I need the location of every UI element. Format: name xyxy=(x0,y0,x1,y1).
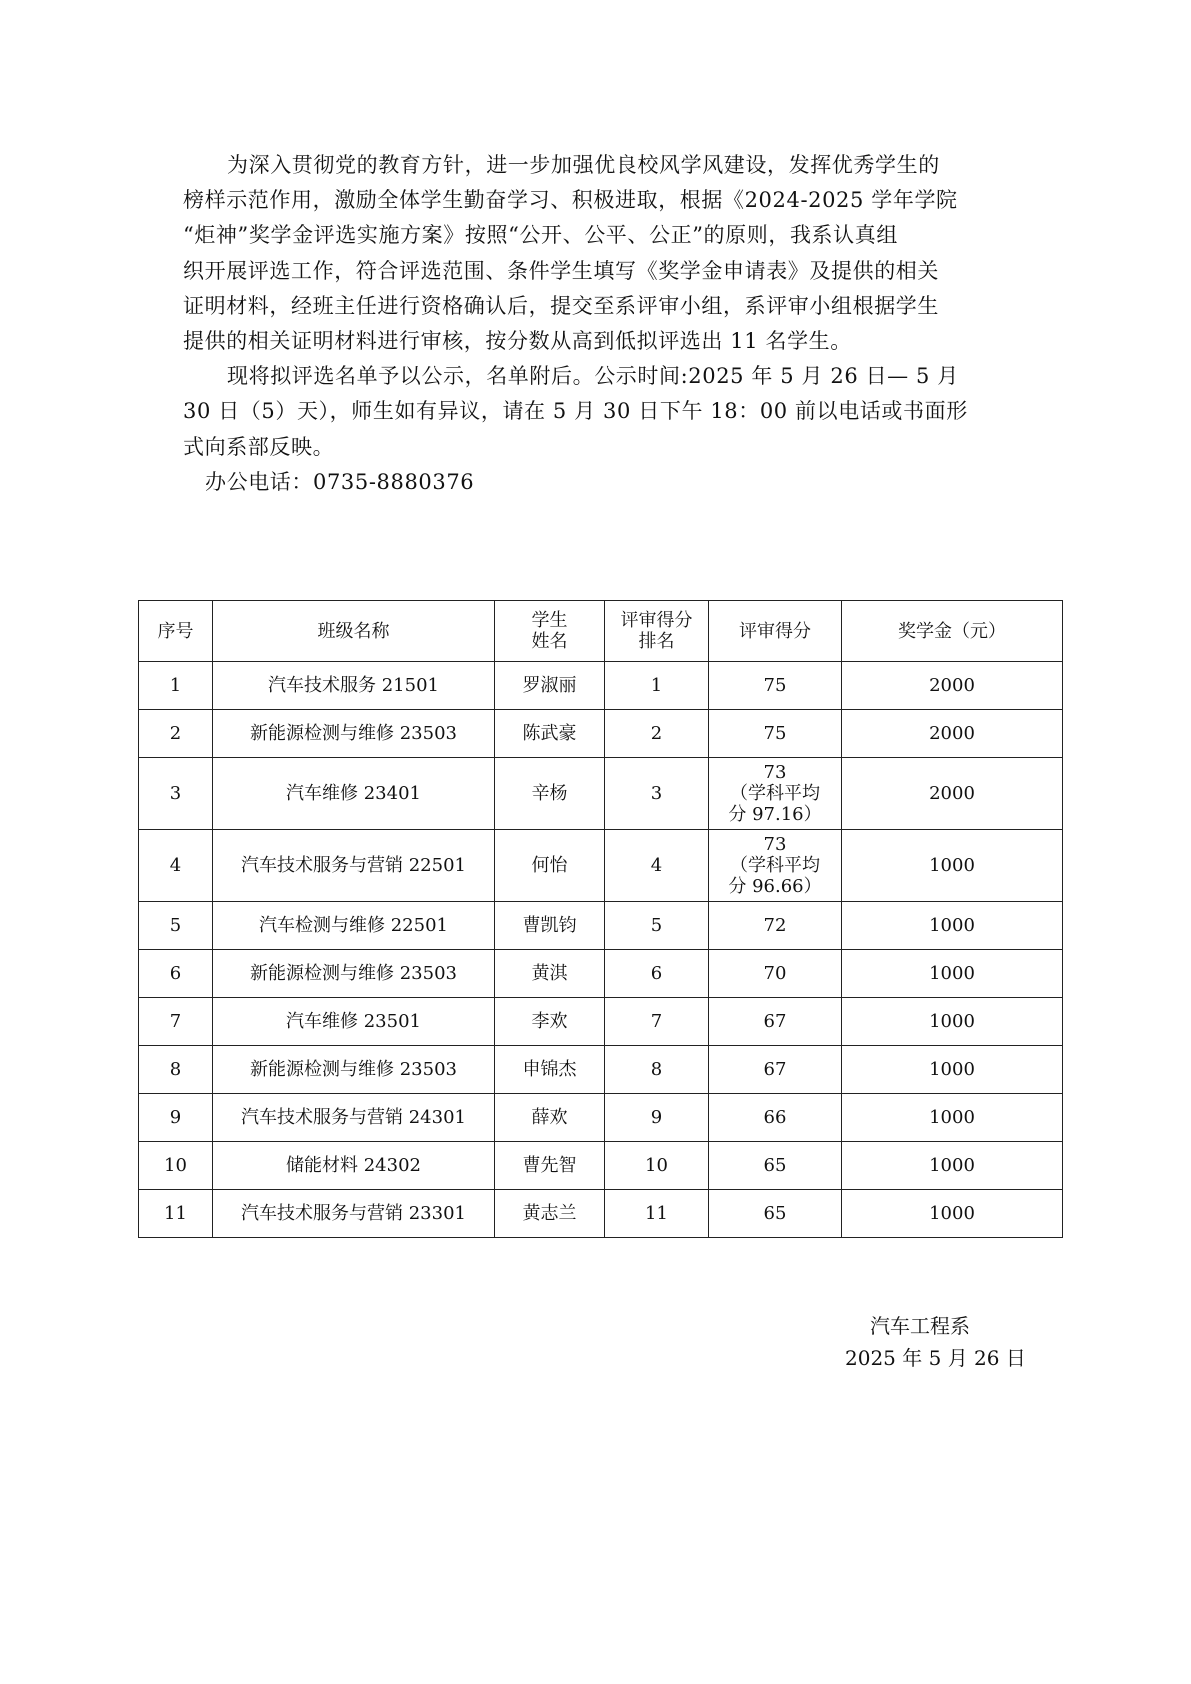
cell-rank: 7 xyxy=(605,998,709,1046)
cell-score xyxy=(709,1094,842,1142)
notice-paragraph xyxy=(183,359,1013,394)
cell-student-name: 申锦杰 xyxy=(495,1046,605,1094)
cell-class-name: 汽车技术服务与营销 22501 xyxy=(213,830,495,902)
cell-scholarship-amount: 2000 xyxy=(842,662,1063,710)
cell-rank: 1 xyxy=(605,662,709,710)
cell-rank: 9 xyxy=(605,1094,709,1142)
cell-score xyxy=(709,1046,842,1094)
score-value: 75 xyxy=(763,675,787,696)
cell-index: 3 xyxy=(139,758,213,830)
cell-class-name: 汽车技术服务与营销 23301 xyxy=(213,1190,495,1238)
cell-rank: 4 xyxy=(605,830,709,902)
cell-score xyxy=(709,902,842,950)
score-value: 66 xyxy=(763,1107,787,1128)
intro-line: 为深入贯彻党的教育方针，进一步加强优良校风学风建设，发挥优秀学生的 xyxy=(227,153,940,177)
notice-body xyxy=(183,148,1013,500)
header-rank: 评审得分 排名 xyxy=(605,601,709,662)
score-note: （学科平均 xyxy=(730,855,820,876)
cell-scholarship-amount: 1000 xyxy=(842,1046,1063,1094)
cell-scholarship-amount: 1000 xyxy=(842,950,1063,998)
cell-scholarship-amount: 1000 xyxy=(842,1142,1063,1190)
cell-score xyxy=(709,1142,842,1190)
cell-class-name: 新能源检测与维修 23503 xyxy=(213,710,495,758)
notice-line: 现将拟评选名单予以公示，名单附后。公示时间:2025 年 5 月 26 日— 5 月 xyxy=(227,364,959,389)
cell-scholarship-amount: 1000 xyxy=(842,1190,1063,1238)
cell-index: 11 xyxy=(139,1190,213,1238)
score-note: 分 97.16） xyxy=(728,804,822,825)
table-row xyxy=(139,1190,1063,1238)
cell-score xyxy=(709,830,842,902)
footer-date: 2025 年 5 月 26 日 xyxy=(845,1346,1026,1370)
cell-class-name: 汽车维修 23401 xyxy=(213,758,495,830)
header-scholarship: 奖学金（元） xyxy=(842,601,1063,662)
cell-student-name: 曹凯钧 xyxy=(495,902,605,950)
cell-class-name: 汽车技术服务与营销 24301 xyxy=(213,1094,495,1142)
cell-score xyxy=(709,998,842,1046)
cell-index: 6 xyxy=(139,950,213,998)
score-note: 分 96.66） xyxy=(728,876,822,897)
cell-rank: 6 xyxy=(605,950,709,998)
table-row xyxy=(139,710,1063,758)
cell-rank: 2 xyxy=(605,710,709,758)
cell-index: 4 xyxy=(139,830,213,902)
table-row xyxy=(139,902,1063,950)
intro-line: 织开展评选工作，符合评选范围、条件学生填写《奖学金申请表》及提供的相关 xyxy=(183,258,939,283)
score-value: 75 xyxy=(763,723,787,744)
notice-paragraph-cont xyxy=(183,394,1013,464)
cell-student-name: 李欢 xyxy=(495,998,605,1046)
cell-class-name: 汽车技术服务 21501 xyxy=(213,662,495,710)
cell-scholarship-amount: 1000 xyxy=(842,830,1063,902)
intro-line: 提供的相关证明材料进行审核，按分数从高到低拟评选出 11 名学生。 xyxy=(183,329,852,354)
cell-score xyxy=(709,950,842,998)
cell-score xyxy=(709,1190,842,1238)
cell-rank: 11 xyxy=(605,1190,709,1238)
score-value: 65 xyxy=(763,1203,787,1224)
table-row xyxy=(139,1094,1063,1142)
score-note: （学科平均 xyxy=(730,783,820,804)
notice-line: 式向系部反映。 xyxy=(183,434,335,459)
cell-class-name: 汽车维修 23501 xyxy=(213,998,495,1046)
table-row xyxy=(139,1046,1063,1094)
cell-student-name: 罗淑丽 xyxy=(495,662,605,710)
cell-index: 1 xyxy=(139,662,213,710)
table-header-row xyxy=(139,601,1063,662)
cell-student-name: 薛欢 xyxy=(495,1094,605,1142)
cell-class-name: 储能材料 24302 xyxy=(213,1142,495,1190)
intro-line: “炬神”奖学金评选实施方案》按照“公开、公平、公正”的原则，我系认真组 xyxy=(183,223,898,248)
footer-department: 汽车工程系 xyxy=(870,1314,970,1338)
table-row xyxy=(139,830,1063,902)
header-index: 序号 xyxy=(139,601,213,662)
office-phone: 办公电话：0735-8880376 xyxy=(205,469,475,494)
score-value: 67 xyxy=(763,1059,787,1080)
score-value: 70 xyxy=(763,963,787,984)
header-class-name: 班级名称 xyxy=(213,601,495,662)
cell-scholarship-amount: 2000 xyxy=(842,710,1063,758)
score-value: 65 xyxy=(763,1155,787,1176)
score-value: 67 xyxy=(763,1011,787,1032)
scholarship-table xyxy=(138,600,1063,1238)
score-value: 72 xyxy=(763,915,787,936)
cell-class-name: 新能源检测与维修 23503 xyxy=(213,1046,495,1094)
cell-index: 2 xyxy=(139,710,213,758)
cell-score xyxy=(709,758,842,830)
cell-student-name: 曹先智 xyxy=(495,1142,605,1190)
cell-index: 9 xyxy=(139,1094,213,1142)
cell-student-name: 陈武豪 xyxy=(495,710,605,758)
cell-score xyxy=(709,662,842,710)
table-row xyxy=(139,950,1063,998)
cell-scholarship-amount: 2000 xyxy=(842,758,1063,830)
cell-student-name: 黄淇 xyxy=(495,950,605,998)
cell-class-name: 汽车检测与维修 22501 xyxy=(213,902,495,950)
cell-rank: 8 xyxy=(605,1046,709,1094)
table-row xyxy=(139,1142,1063,1190)
intro-line: 证明材料，经班主任进行资格确认后，提交至系评审小组，系评审小组根据学生 xyxy=(183,293,939,318)
cell-index: 7 xyxy=(139,998,213,1046)
table-row xyxy=(139,758,1063,830)
intro-line: 榜样示范作用，激励全体学生勤奋学习、积极进取，根据《2024-2025 学年学院 xyxy=(183,188,958,213)
score-value: 73 xyxy=(763,762,787,783)
header-student-name: 学生 姓名 xyxy=(495,601,605,662)
cell-rank: 3 xyxy=(605,758,709,830)
intro-paragraph-cont xyxy=(183,183,1013,359)
cell-student-name: 辛杨 xyxy=(495,758,605,830)
cell-scholarship-amount: 1000 xyxy=(842,902,1063,950)
header-score: 评审得分 xyxy=(709,601,842,662)
cell-index: 8 xyxy=(139,1046,213,1094)
cell-student-name: 黄志兰 xyxy=(495,1190,605,1238)
cell-scholarship-amount: 1000 xyxy=(842,998,1063,1046)
score-value: 73 xyxy=(763,834,787,855)
cell-scholarship-amount: 1000 xyxy=(842,1094,1063,1142)
table-row xyxy=(139,998,1063,1046)
cell-index: 10 xyxy=(139,1142,213,1190)
cell-index: 5 xyxy=(139,902,213,950)
cell-rank: 10 xyxy=(605,1142,709,1190)
intro-paragraph xyxy=(183,148,1013,183)
cell-student-name: 何怡 xyxy=(495,830,605,902)
table-row xyxy=(139,662,1063,710)
cell-rank: 5 xyxy=(605,902,709,950)
cell-score xyxy=(709,710,842,758)
notice-line: 30 日（5）天），师生如有异议，请在 5 月 30 日下午 18：00 前以电话或书面形 xyxy=(183,399,968,424)
cell-class-name: 新能源检测与维修 23503 xyxy=(213,950,495,998)
